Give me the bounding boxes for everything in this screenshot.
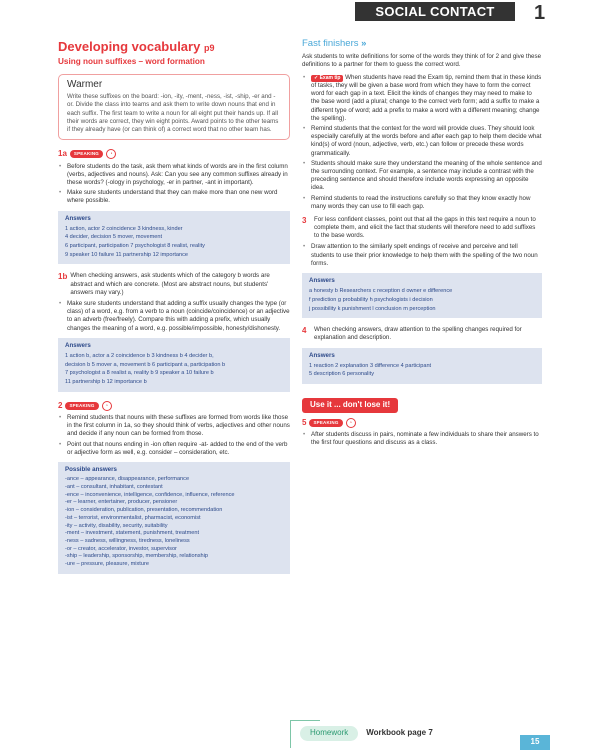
section-title: Developing vocabulary p9	[58, 39, 215, 54]
list-item: • Remind students that the context for the word will provide clues. They should look especially carefully at the words before and after each gap to help them decide what kind(s) of word (noun, adjective, verb, etc.) can follow or precede these words grammatically.	[302, 125, 542, 158]
answers-heading: Answers	[65, 214, 91, 222]
answer-line: 11 partnership b 12 importance b	[65, 378, 147, 385]
task-4	[302, 326, 542, 342]
answer-line: a honesty b Researchers c reception d owner e difference	[309, 288, 453, 295]
right-column	[302, 38, 542, 450]
answer-line: -or – creator, accelerator, investor, supervisor	[65, 545, 177, 552]
page-number: 15	[520, 735, 550, 750]
list-item: • After students discuss in pairs, nominate a few individuals to share their answers to the first four questions and discuss as a class.	[302, 431, 542, 447]
answer-line: -ist – terrorist, environmentalist, pharmacist, economist	[65, 514, 201, 521]
task-1a-header	[58, 149, 290, 160]
warmer-heading: Warmer	[67, 78, 103, 90]
task-3-notes	[302, 243, 542, 268]
speaking-badge: SPEAKING	[65, 402, 98, 410]
task-1b	[58, 272, 290, 391]
answer-line: -ure – pressure, pleasure, mixture	[65, 561, 149, 568]
answer-line: -ity – activity, disability, security, suitability	[65, 522, 168, 529]
answers-box	[302, 273, 542, 318]
answer-line: 1 action b, actor a 2 coincidence b 3 kindness b 4 decider b,	[65, 352, 214, 359]
answer-line: f prediction g probability h psychologists i decision	[309, 296, 433, 303]
answer-line: -ion – consideration, publication, presentation, recommendation	[65, 507, 223, 514]
check-icon: ✓	[314, 74, 319, 81]
answer-line: -ence – inconvenience, intelligence, confidence, influence, reference	[65, 491, 235, 498]
task-5-notes	[302, 431, 542, 447]
answers-heading: Answers	[309, 351, 335, 359]
answers-box	[58, 211, 290, 265]
answers-heading: Answers	[65, 341, 91, 349]
list-item: • Students should make sure they understand the meaning of the whole sentence and the surrounding context. For example, a sentence may include a contrast with the preceding sentence and should therefore include words expressing an opposite idea.	[302, 160, 542, 193]
section-subtitle: Using noun suffixes – word formation	[58, 57, 205, 67]
warmer-text: Write these suffixes on the board: -ion, -ity, -ment, -ness, -ist, -ship, -er and -or. Divide the class into teams and ask them to write down nouns that end in each suffix. The first team to write a noun for all eight put their hands up. If all their words are correct, they win eight points. Award points to the other teams if they already have (or can think of) a correct word that no other team has.	[67, 93, 279, 133]
answer-line: -ment – investment, statement, punishment, treatment	[65, 530, 200, 537]
answers-box	[58, 462, 290, 574]
list-item: • Remind students that nouns with these suffixes are formed from words like those in the first column in 1a, so they should think of verbs, adjectives and other nouns and decide if any noun can be formed from those.	[58, 414, 290, 439]
task-5-header	[302, 418, 542, 429]
answer-line: decision b 5 mover a, movement b 6 participant a, participation b	[65, 361, 226, 368]
unit-banner: SOCIAL CONTACT	[355, 2, 515, 21]
list-item: • Make sure students understand that they can make more than one new word where possible.	[58, 189, 290, 205]
answers-heading: Possible answers	[65, 466, 117, 474]
use-it-banner: Use it ... don't lose it!	[302, 398, 398, 413]
speaking-icon: ◔	[102, 401, 112, 411]
answer-line: -ance – appearance, disappearance, performance	[65, 476, 190, 483]
answer-line: 1 action, actor 2 coincidence 3 kindness, kinder	[65, 225, 183, 232]
left-column	[58, 38, 290, 578]
list-item: • ✓ Exam tip When students have read the Exam tip, remind them that in these kinds of tasks, they will be given a base word from which they have to form the correct word for each gap in a text. Elicit the kinds of changes they may need to make to the base word (add a plural; change to the correct verb form; add a suffix to make a different type of word; add a prefix to make a word with a different meaning; change the spelling).	[302, 74, 542, 123]
answer-line: -er – learner, entertainer, producer, pensioner	[65, 499, 178, 506]
task-number: 5	[302, 417, 307, 427]
exam-tip-badge: ✓ Exam tip	[311, 75, 343, 82]
speaking-badge: SPEAKING	[309, 419, 342, 427]
answer-line: 9 speaker 10 failure 11 partnership 12 importance	[65, 251, 189, 258]
answer-line: 4 decider, decision 5 mover, movement	[65, 234, 163, 241]
list-item: • Make sure students understand that adding a suffix usually changes the type (or class) of a word, e.g. from a verb to a noun (coincide/coincidence) or an adjective to an adverb (free/freely). Compare this with adding a prefix, which usually changes the meaning of a word, e.g. possible/impossible, honesty/dishonesty.	[58, 300, 290, 333]
chapter-number: 1	[534, 2, 546, 24]
warmer-box	[58, 74, 290, 140]
task-1b-notes	[58, 300, 290, 333]
fast-finishers-title: Fast finishers »	[302, 38, 367, 49]
task-2-notes	[58, 414, 290, 457]
answers-box	[302, 348, 542, 385]
workbook-reference: Workbook page 7	[366, 728, 433, 737]
task-number: 3	[302, 215, 307, 225]
list-item: • Remind students to read the instructions carefully so that they know exactly how many words they can use to fill each gap.	[302, 195, 542, 211]
answers-heading: Answers	[309, 277, 335, 285]
answer-line: -ness – sadness, willingness, tiredness, loneliness	[65, 537, 190, 544]
task-number: 2	[58, 400, 63, 410]
footer	[300, 726, 433, 741]
task-number: 4	[302, 326, 307, 336]
chevron-right-icon: »	[361, 38, 367, 49]
list-item: • Before students do the task, ask them what kinds of words are in the first column (verbs, adjectives and nouns). Ask: Can you see any common suffixes already in these words? (-ology in psychology, -er in partner, -ant in important).	[58, 163, 290, 188]
task-2-header	[58, 401, 290, 412]
answer-line: j possibility k punishment l conclusion m perception	[309, 305, 436, 312]
task-3-text: For less confident classes, point out that all the gaps in this text require a noun to complete them, and elicit the fact that students will therefore need to add suffixes to the base words.	[314, 215, 536, 240]
answer-line: -ant – consultant, inhabitant, contestant	[65, 483, 163, 490]
task-number: 1a	[58, 149, 67, 159]
answer-line: 6 participant, participation 7 psychologist 8 realist, reality	[65, 243, 205, 250]
answers-box	[58, 338, 290, 392]
fast-finishers-text: Ask students to write definitions for some of the words they think of for 2 and give these definitions to a partner for them to guess the correct word.	[302, 52, 542, 68]
answer-line: 7 psychologist a 8 realist a, reality b 9 speaker a 10 failure b	[65, 370, 214, 377]
task-1a-notes	[58, 163, 290, 206]
section-page-ref: p9	[203, 43, 215, 53]
answer-line: -ship – leadership, sponsorship, membership, relationship	[65, 553, 209, 560]
list-item: • Draw attention to the similarly spelt endings of receive and perceive and tell students to use their prior knowledge to help them with the spelling of the two noun forms.	[302, 243, 542, 268]
list-item: • Point out that nouns ending in -ion often require -at- added to the end of the verb or adjective form as well, e.g. consider – consideration, etc.	[58, 441, 290, 457]
speaking-icon: ◔	[106, 149, 116, 159]
exam-tip-notes	[302, 74, 542, 211]
task-1b-intro: When checking answers, ask students which of the category b words are abstract and which are concrete. (Most are abstract nouns, but students' answers may vary.)	[70, 272, 270, 296]
speaking-badge: SPEAKING	[70, 150, 103, 158]
homework-badge: Homework	[300, 726, 358, 741]
task-3	[302, 216, 542, 241]
speaking-icon: ◔	[346, 418, 356, 428]
task-number: 1b	[58, 272, 68, 282]
answer-line: 1 reaction 2 explanation 3 difference 4 participant	[309, 362, 432, 369]
answer-line: 5 description 6 personality	[309, 371, 374, 378]
task-4-text: When checking answers, draw attention to the spelling changes required for explanation and description.	[314, 326, 522, 342]
